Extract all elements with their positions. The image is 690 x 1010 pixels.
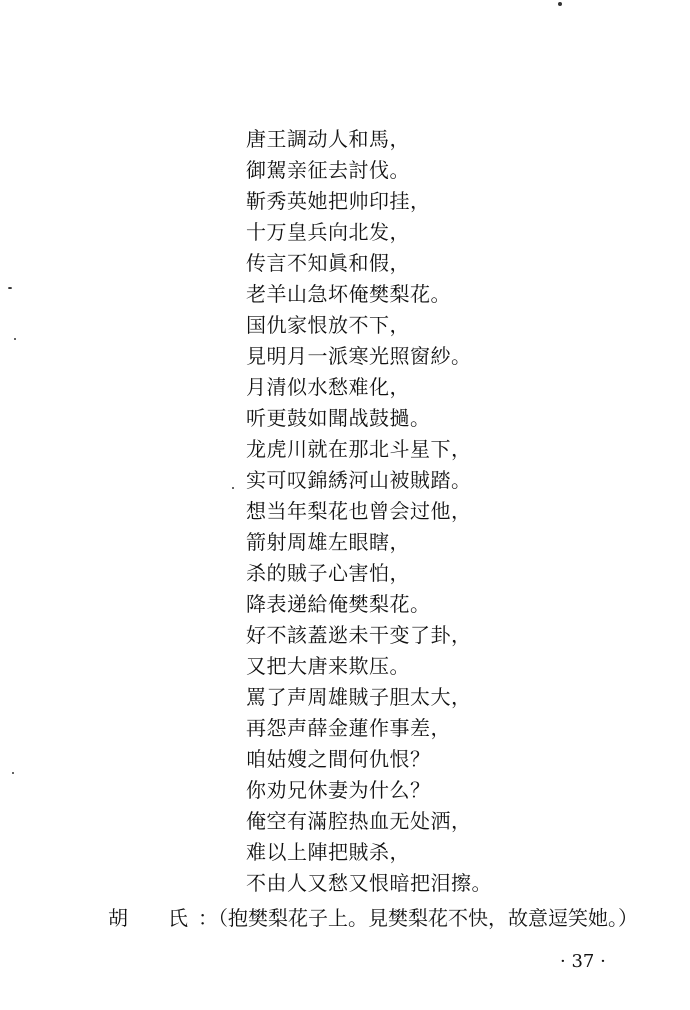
verse-line: 好不該蓋逖未干变了卦， [246,623,472,647]
scan-speck [558,2,562,6]
verse-line: 你劝兄休妻为什么？ [246,778,431,802]
verse-block [246,124,646,899]
verse-line: 不由人又愁又恨暗把泪擦。 [246,871,492,895]
verse-line: 杀的賊子心害怕， [246,561,410,585]
verse-line: 再怨声薛金蓮作事差， [246,716,451,740]
verse-line: 想当年梨花也曾会过他， [246,499,472,523]
verse-line: 罵了声周雄賊子胆太大， [246,685,472,709]
verse-line: 見明月一派寒光照窗紗。 [246,344,472,368]
scan-speck [8,287,12,289]
verse-line: 龙虎川就在那北斗星下， [246,437,472,461]
page-number: · 37 · [560,951,606,972]
verse-line: 又把大唐来欺压。 [246,654,410,678]
scan-speck [14,338,16,340]
speaker-name: 胡 氏： [108,906,228,930]
verse-line: 老羊山急坏俺樊梨花。 [246,282,451,306]
verse-line: 降表递給俺樊梨花。 [246,592,431,616]
stage-direction [108,903,668,934]
verse-line: 国仇家恨放不下， [246,313,410,337]
stage-direction-text: （抱樊梨花子上。見樊梨花不快，故意逗笑她。） [208,906,638,930]
verse-line: 难以上陣把賊杀， [246,840,410,864]
verse-line: 唐王調动人和馬， [246,127,410,151]
verse-line: 俺空有滿腔热血无处洒， [246,809,472,833]
scan-speck [12,772,14,774]
scan-speck [232,487,234,489]
verse-line: 十万皇兵向北发， [246,220,410,244]
verse-line: 箭射周雄左眼瞎， [246,530,410,554]
verse-line: 御駕亲征去討伐。 [246,158,410,182]
verse-line: 月清似水愁难化， [246,375,410,399]
verse-line: 听更鼓如聞战鼓撾。 [246,406,431,430]
verse-line: 咱姑嫂之間何仇恨？ [246,747,431,771]
verse-line: 靳秀英她把帅印挂， [246,189,431,213]
verse-line: 实可叹錦綉河山被賊踏。 [246,468,472,492]
verse-line: 传言不知眞和假， [246,251,410,275]
